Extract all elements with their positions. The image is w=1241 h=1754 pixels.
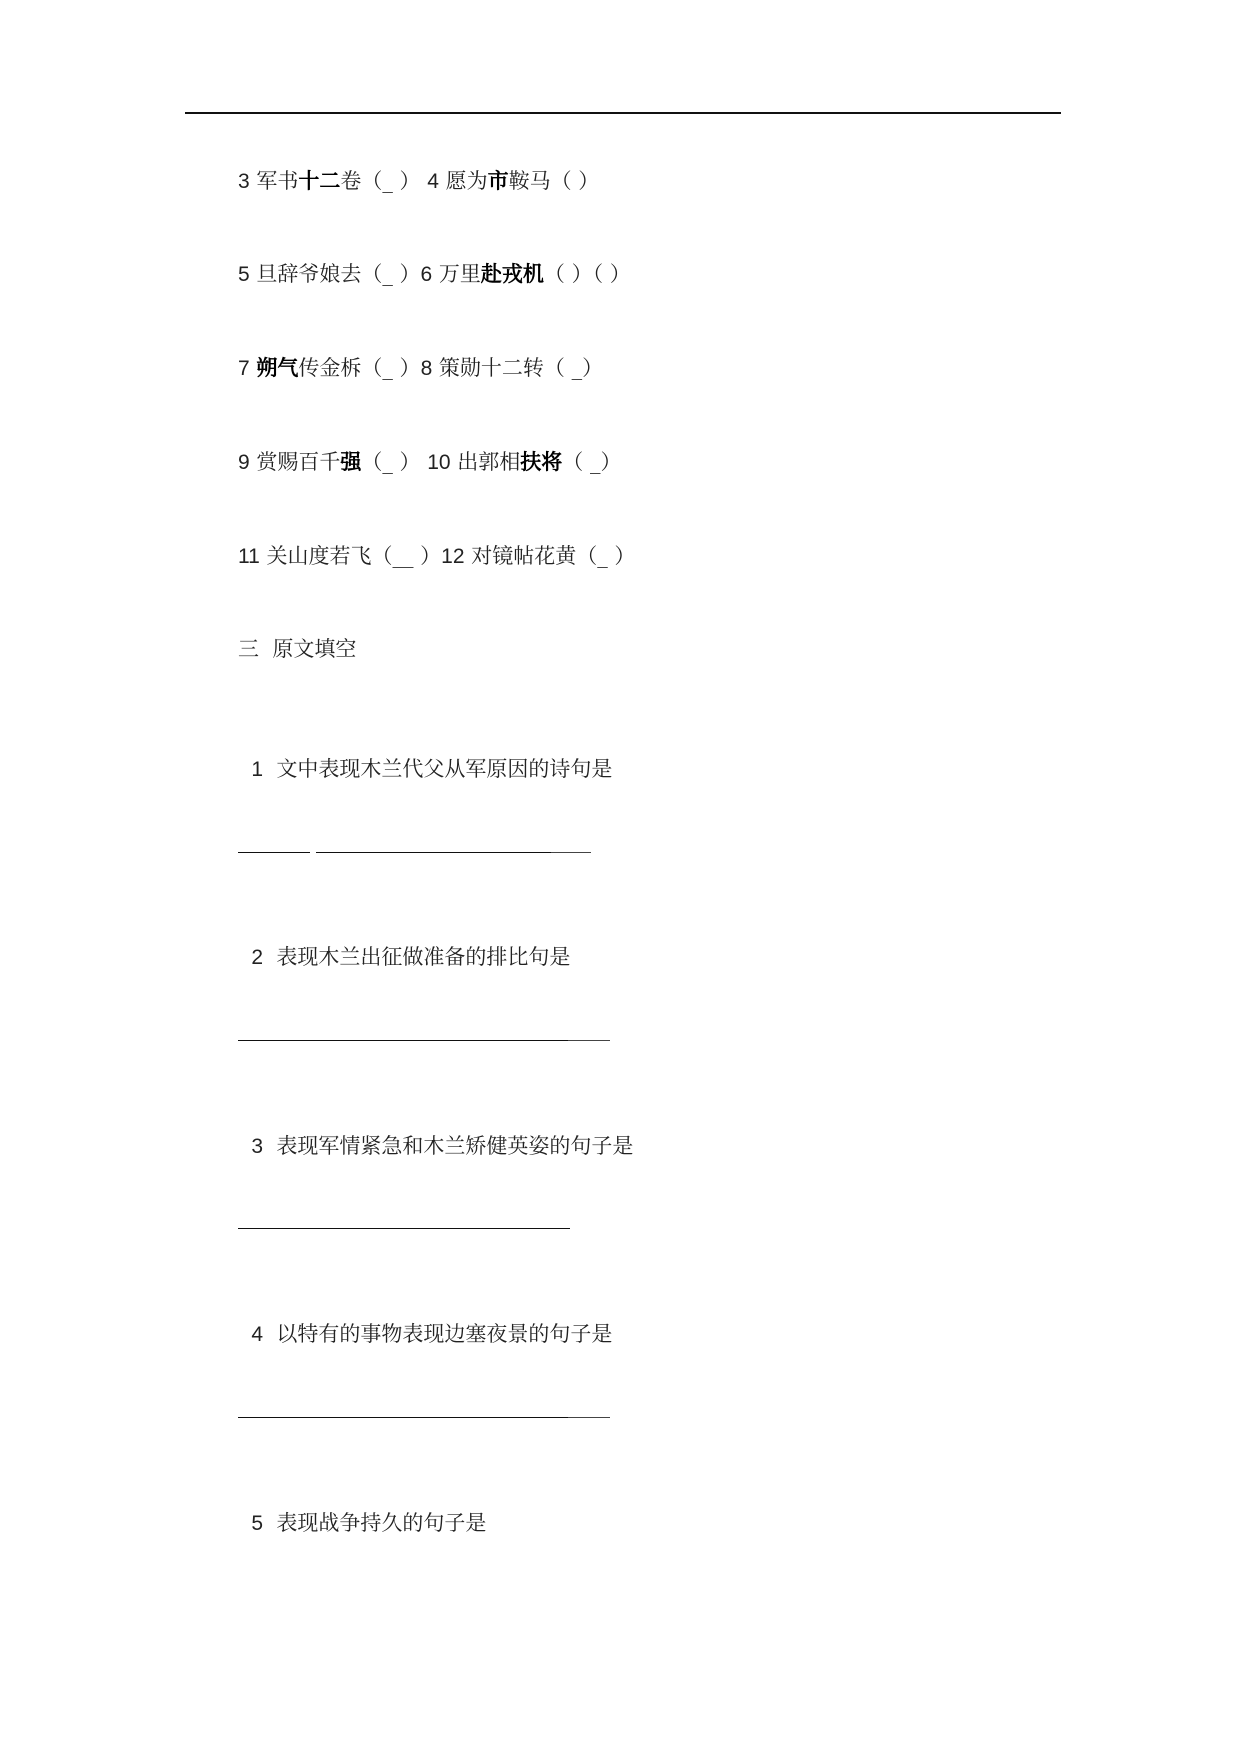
emphasized-term: 扶将: [520, 450, 563, 474]
vocab-line-2: [238, 261, 631, 288]
vocab-text: 愿为: [438, 169, 488, 193]
question-3: [238, 1107, 633, 1160]
question-number: 4: [251, 1323, 264, 1346]
question-text: 文中表现木兰代父从军原因的诗句是: [276, 757, 613, 781]
vocab-line-1: [238, 168, 599, 195]
section-title: 三 原文填空: [238, 637, 357, 661]
item-number: 4: [427, 170, 439, 193]
question-4: [238, 1295, 612, 1348]
vocab-text: 鞍马（ ）: [508, 169, 600, 193]
question-number: 1: [251, 758, 264, 781]
vocab-text: 万里: [432, 262, 481, 286]
vocab-text: 关山度若飞（__ ）: [259, 544, 442, 568]
item-number: 12: [441, 545, 465, 568]
question-number: 3: [251, 1135, 264, 1158]
question-number: 2: [251, 946, 264, 969]
emphasized-term: 强: [340, 450, 362, 474]
vocab-text: 传金柝（_ ）: [298, 356, 421, 380]
vocab-text: （ ）（ ）: [543, 262, 631, 286]
emphasized-term: 市: [487, 169, 509, 193]
question-2: [238, 918, 570, 971]
vocab-text: 卷（_ ）: [340, 169, 428, 193]
emphasized-term: 十二: [298, 169, 341, 193]
vocab-line-5: [238, 543, 635, 570]
item-number: 10: [427, 451, 451, 474]
vocab-line-4: [238, 449, 621, 476]
item-number: 9: [238, 451, 250, 474]
question-number: 5: [251, 1512, 264, 1535]
emphasized-term: 朔气: [256, 356, 299, 380]
question-text: 表现战争持久的句子是: [276, 1511, 487, 1535]
question-1: [238, 730, 612, 783]
question-5: [238, 1484, 486, 1537]
vocab-text: （ _）: [562, 450, 622, 474]
question-text: 表现军情紧急和木兰矫健英姿的句子是: [276, 1134, 634, 1158]
item-number: 11: [238, 545, 260, 568]
item-number: 6: [420, 263, 433, 286]
emphasized-term: 赴戎机: [480, 262, 544, 286]
vocab-text: 旦辞爷娘去（_ ）: [249, 262, 421, 286]
vocab-text: 对镜帖花黄（_ ）: [464, 544, 636, 568]
header-rule: [185, 112, 1061, 114]
vocab-text: 出郭相: [450, 450, 521, 474]
question-text: 表现木兰出征做准备的排比句是: [276, 945, 571, 969]
item-number: 7: [238, 357, 250, 380]
item-number: 8: [420, 357, 433, 380]
item-number: 3: [238, 170, 250, 193]
vocab-line-3: [238, 355, 603, 382]
item-number: 5: [238, 263, 250, 286]
vocab-text: （_ ）: [361, 450, 428, 474]
vocab-text: 军书: [249, 169, 299, 193]
question-text: 以特有的事物表现边塞夜景的句子是: [276, 1322, 613, 1346]
vocab-text: 赏赐百千: [249, 450, 341, 474]
vocab-text: 策勋十二转（ _）: [432, 356, 604, 380]
